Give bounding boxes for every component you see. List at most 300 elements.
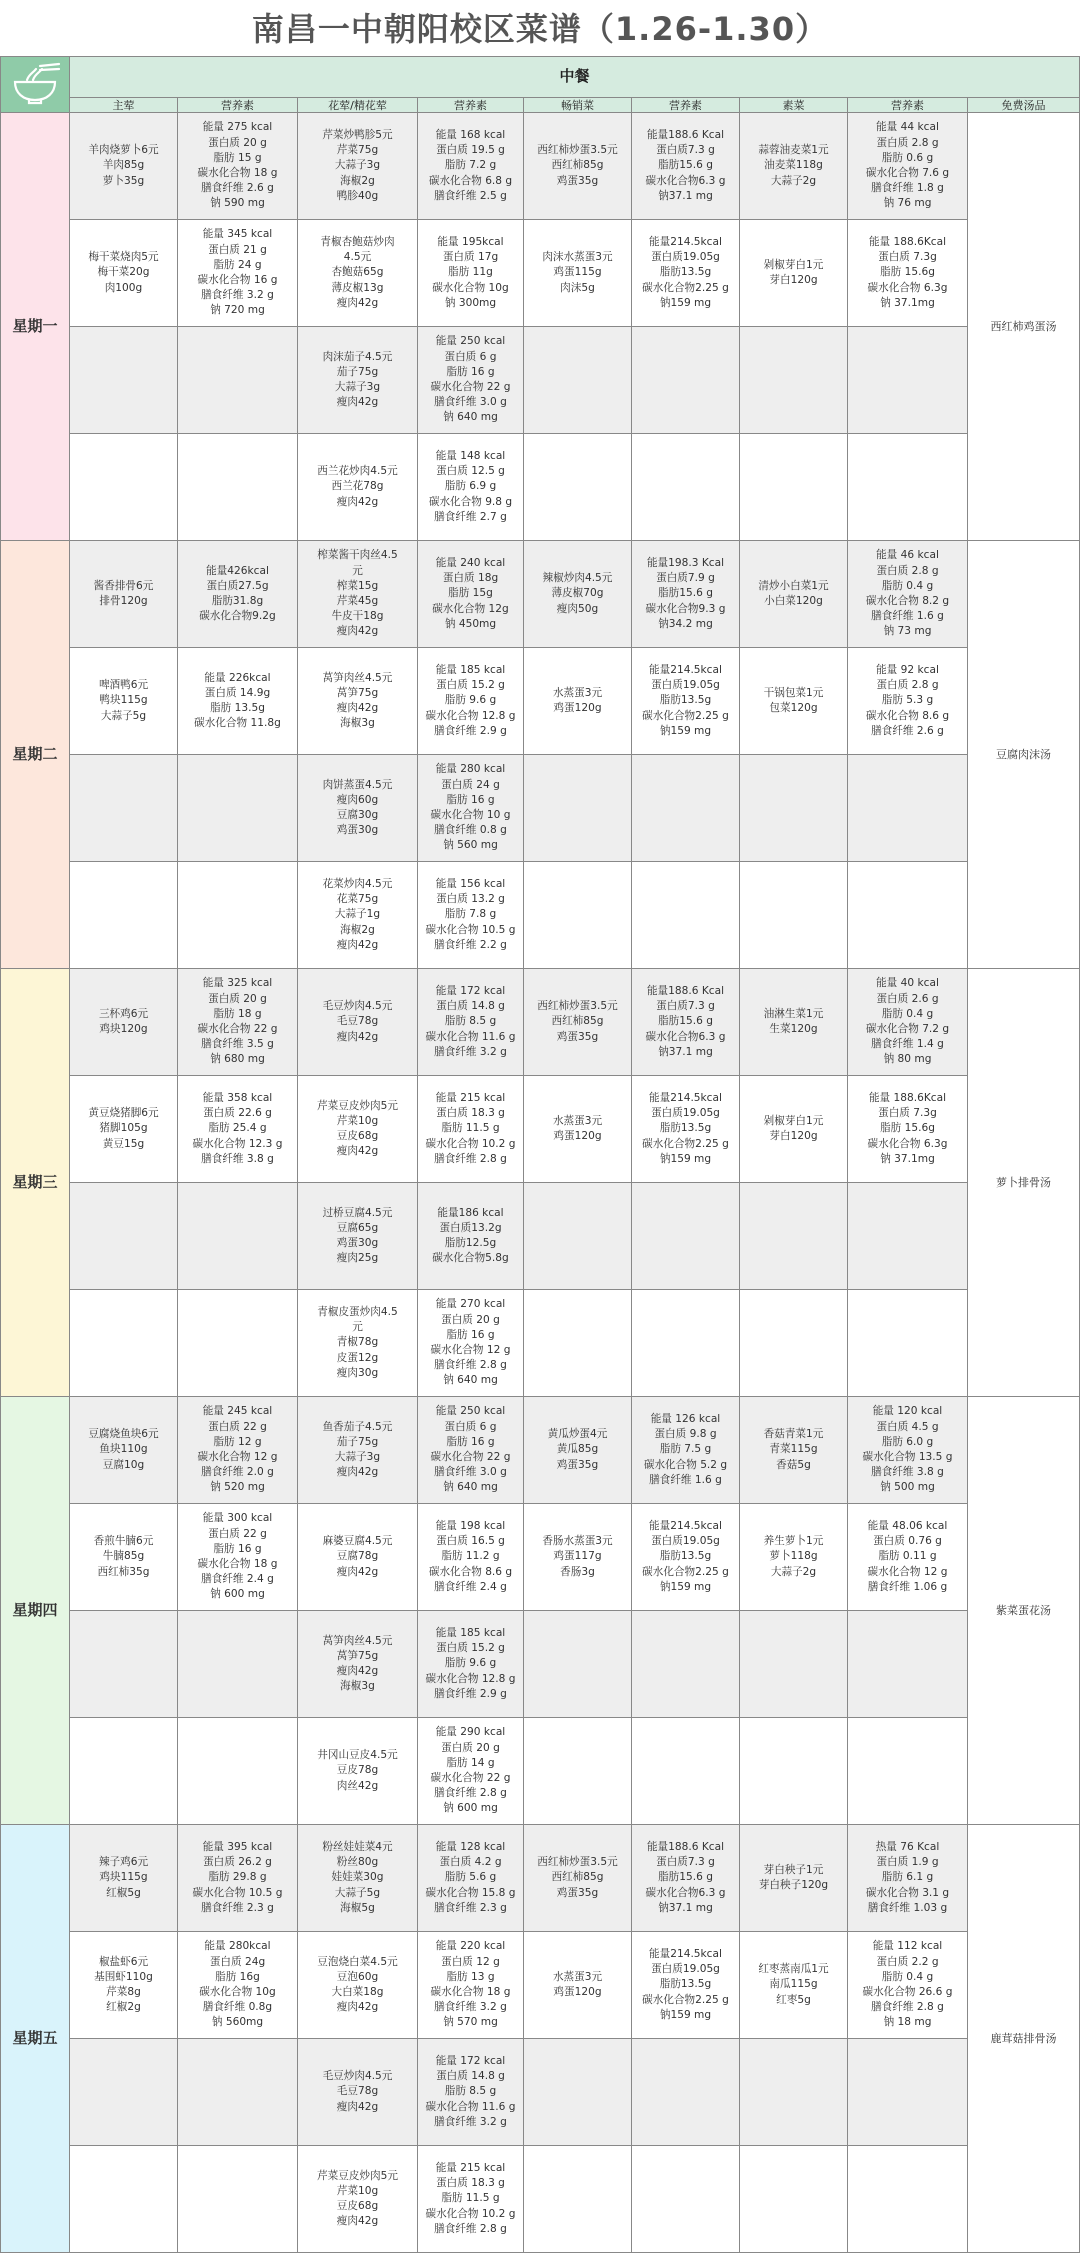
cell-text: 过桥豆腐4.5元 豆腐65g 鸡蛋30g 瘦肉25g bbox=[322, 1206, 393, 1265]
cell-text: 毛豆炒肉4.5元 毛豆78g 瘦肉42g bbox=[322, 1000, 393, 1043]
popular-dish-cell bbox=[524, 434, 632, 541]
popular-dish-cell bbox=[524, 648, 632, 755]
flower-nutrition-cell bbox=[418, 434, 524, 541]
popular-dish-cell bbox=[524, 1611, 632, 1718]
main-dish-cell bbox=[70, 2039, 178, 2146]
main-nutrition-cell bbox=[178, 1825, 298, 1932]
column-header: 营养素 bbox=[848, 98, 968, 113]
popular-nutrition-cell bbox=[632, 969, 740, 1076]
flower-nutrition-cell bbox=[418, 2039, 524, 2146]
veg-dish-cell bbox=[740, 862, 848, 969]
veg-nutrition-cell bbox=[848, 1718, 968, 1825]
cell-text: 西兰花炒肉4.5元 西兰花78g 瘦肉42g bbox=[317, 465, 398, 508]
main-dish-cell bbox=[70, 1076, 178, 1183]
popular-dish-cell bbox=[524, 1290, 632, 1397]
cell-text: 水蒸蛋3元 鸡蛋120g bbox=[552, 686, 603, 714]
cell-text: 能量 280 kcal 蛋白质 24 g 脂肪 16 g 碳水化合物 10 g 膳食纤维 0.8 g 钠 560 mg bbox=[430, 763, 511, 852]
cell-text: 井冈山豆皮4.5元 豆皮78g 肉丝42g bbox=[317, 1749, 398, 1792]
main-dish-cell bbox=[70, 541, 178, 648]
cell-text: 能量 270 kcal 蛋白质 20 g 脂肪 16 g 碳水化合物 12 g 膳食纤维 2.8 g 钠 640 mg bbox=[430, 1298, 511, 1387]
popular-nutrition-cell bbox=[632, 1397, 740, 1504]
main-dish-cell bbox=[70, 220, 178, 327]
cell-text: 豆腐烧鱼块6元 鱼块110g 豆腐10g bbox=[88, 1428, 159, 1471]
popular-dish-cell bbox=[524, 862, 632, 969]
cell-text: 花菜炒肉4.5元 花菜75g 大蒜子1g 海椒2g 瘦肉42g bbox=[322, 877, 393, 951]
popular-dish-cell bbox=[524, 1397, 632, 1504]
popular-dish-cell bbox=[524, 1183, 632, 1290]
cell-text: 辣椒炒肉4.5元 薄皮椒70g 瘦肉50g bbox=[542, 572, 613, 615]
cell-text: 能量 40 kcal 蛋白质 2.6 g 脂肪 0.4 g 碳水化合物 7.2 g 膳食纤维 1.4 g 钠 80 mg bbox=[865, 977, 950, 1066]
cell-text: 油淋生菜1元 生菜120g bbox=[763, 1007, 824, 1035]
cell-text: 能量 156 kcal 蛋白质 13.2 g 脂肪 7.8 g 碳水化合物 10.5 g 膳食纤维 2.2 g bbox=[425, 877, 516, 951]
flower-nutrition-cell bbox=[418, 1611, 524, 1718]
flower-nutrition-cell bbox=[418, 327, 524, 434]
menu-row bbox=[1, 1183, 1080, 1290]
cell-text: 能量 185 kcal 蛋白质 15.2 g 脂肪 9.6 g 碳水化合物 12.8 g 膳食纤维 2.9 g bbox=[425, 663, 516, 737]
veg-dish-cell bbox=[740, 220, 848, 327]
cell-text: 梅干菜烧肉5元 梅干菜20g 肉100g bbox=[88, 251, 159, 294]
popular-dish-cell bbox=[524, 541, 632, 648]
main-nutrition-cell bbox=[178, 1718, 298, 1825]
main-dish-cell bbox=[70, 755, 178, 862]
main-dish-cell bbox=[70, 648, 178, 755]
menu-row bbox=[1, 1290, 1080, 1397]
main-dish-cell bbox=[70, 1183, 178, 1290]
column-header: 营养素 bbox=[418, 98, 524, 113]
flower-dish-cell bbox=[298, 1183, 418, 1290]
cell-text: 能量 112 kcal 蛋白质 2.2 g 脂肪 0.4 g 碳水化合物 26.6 g 膳食纤维 2.8 g 钠 18 mg bbox=[862, 1940, 953, 2029]
cell-text: 能量214.5kcal 蛋白质19.05g 脂肪13.5g 碳水化合物2.25 g 钠159 mg bbox=[642, 1519, 729, 1593]
menu-row bbox=[1, 1825, 1080, 1932]
cell-text: 香煎牛腩6元 牛腩85g 西红柿35g bbox=[93, 1535, 154, 1578]
veg-dish-cell bbox=[740, 2039, 848, 2146]
veg-nutrition-cell bbox=[848, 434, 968, 541]
column-header: 畅销菜 bbox=[524, 98, 632, 113]
popular-dish-cell bbox=[524, 1825, 632, 1932]
veg-dish-cell bbox=[740, 755, 848, 862]
popular-nutrition-cell bbox=[632, 113, 740, 220]
menu-row bbox=[1, 1718, 1080, 1825]
popular-dish-cell bbox=[524, 1718, 632, 1825]
cell-text: 肉沫水蒸蛋3元 鸡蛋115g 肉沫5g bbox=[542, 251, 613, 294]
popular-nutrition-cell bbox=[632, 2039, 740, 2146]
cell-text: 能量 188.6Kcal 蛋白质 7.3g 脂肪 15.6g 碳水化合物 6.3g 钠 37.1mg bbox=[867, 235, 948, 309]
cell-text: 能量 300 kcal 蛋白质 22 g 脂肪 16 g 碳水化合物 18 g 膳食纤维 2.4 g 钠 600 mg bbox=[197, 1512, 278, 1601]
veg-nutrition-cell bbox=[848, 1932, 968, 2039]
cell-text: 芽白秧子1元 芽白秧子120g bbox=[758, 1863, 829, 1891]
cell-text: 能量 345 kcal 蛋白质 21 g 脂肪 24 g 碳水化合物 16 g 膳食纤维 3.2 g 钠 720 mg bbox=[197, 228, 278, 317]
veg-nutrition-cell bbox=[848, 862, 968, 969]
veg-dish-cell bbox=[740, 969, 848, 1076]
cell-text: 肉饼蒸蛋4.5元 瘦肉60g 豆腐30g 鸡蛋30g bbox=[322, 778, 393, 837]
menu-row bbox=[1, 434, 1080, 541]
cell-text: 能量188.6 Kcal 蛋白质7.3 g 脂肪15.6 g 碳水化合物6.3 g 钠37.1 mg bbox=[645, 128, 726, 202]
flower-dish-cell bbox=[298, 434, 418, 541]
cell-text: 能量 250 kcal 蛋白质 6 g 脂肪 16 g 碳水化合物 22 g 膳食纤维 3.0 g 钠 640 mg bbox=[430, 335, 511, 424]
main-nutrition-cell bbox=[178, 541, 298, 648]
veg-nutrition-cell bbox=[848, 755, 968, 862]
cell-text: 能量 215 kcal 蛋白质 18.3 g 脂肪 11.5 g 碳水化合物 10.2 g 膳食纤维 2.8 g bbox=[425, 2161, 516, 2235]
veg-nutrition-cell bbox=[848, 648, 968, 755]
flower-dish-cell bbox=[298, 1076, 418, 1183]
cell-text: 香肠水蒸蛋3元 鸡蛋117g 香肠3g bbox=[542, 1535, 613, 1578]
veg-dish-cell bbox=[740, 648, 848, 755]
popular-nutrition-cell bbox=[632, 1183, 740, 1290]
veg-nutrition-cell bbox=[848, 969, 968, 1076]
cell-text: 能量188.6 Kcal 蛋白质7.3 g 脂肪15.6 g 碳水化合物6.3 g 钠37.1 mg bbox=[645, 1840, 726, 1914]
flower-nutrition-cell bbox=[418, 969, 524, 1076]
menu-row bbox=[1, 755, 1080, 862]
veg-nutrition-cell bbox=[848, 220, 968, 327]
main-nutrition-cell bbox=[178, 1183, 298, 1290]
day-label: 星期五 bbox=[1, 1825, 70, 2253]
main-nutrition-cell bbox=[178, 113, 298, 220]
flower-dish-cell bbox=[298, 1718, 418, 1825]
flower-dish-cell bbox=[298, 1611, 418, 1718]
meal-header: 中餐 bbox=[70, 57, 1080, 98]
veg-dish-cell bbox=[740, 2146, 848, 2253]
flower-nutrition-cell bbox=[418, 1397, 524, 1504]
cell-text: 能量 185 kcal 蛋白质 15.2 g 脂肪 9.6 g 碳水化合物 12.8 g 膳食纤维 2.9 g bbox=[425, 1626, 516, 1700]
cell-text: 能量 198 kcal 蛋白质 16.5 g 脂肪 11.2 g 碳水化合物 8.6 g 膳食纤维 2.4 g bbox=[428, 1519, 513, 1593]
cell-text: 能量 245 kcal 蛋白质 22 g 脂肪 12 g 碳水化合物 12 g 膳食纤维 2.0 g 钠 520 mg bbox=[197, 1405, 278, 1494]
flower-nutrition-cell bbox=[418, 755, 524, 862]
main-dish-cell bbox=[70, 327, 178, 434]
popular-nutrition-cell bbox=[632, 434, 740, 541]
day-label: 星期一 bbox=[1, 113, 70, 541]
cell-text: 啤酒鸭6元 鸭块115g 大蒜子5g bbox=[98, 679, 149, 722]
popular-nutrition-cell bbox=[632, 862, 740, 969]
flower-dish-cell bbox=[298, 220, 418, 327]
veg-nutrition-cell bbox=[848, 1611, 968, 1718]
column-header: 免费汤品 bbox=[968, 98, 1080, 113]
veg-dish-cell bbox=[740, 1932, 848, 2039]
soup-cell: 紫菜蛋花汤 bbox=[968, 1397, 1080, 1825]
flower-dish-cell bbox=[298, 862, 418, 969]
cell-text: 豆泡烧白菜4.5元 豆泡60g 大白菜18g 瘦肉42g bbox=[317, 1955, 398, 2014]
menu-row bbox=[1, 1932, 1080, 2039]
popular-nutrition-cell bbox=[632, 1504, 740, 1611]
veg-dish-cell bbox=[740, 113, 848, 220]
cell-text: 香菇青菜1元 青菜115g 香菇5g bbox=[763, 1428, 824, 1471]
main-dish-cell bbox=[70, 1825, 178, 1932]
flower-dish-cell bbox=[298, 327, 418, 434]
day-label: 星期二 bbox=[1, 541, 70, 969]
cell-text: 能量 168 kcal 蛋白质 19.5 g 脂肪 7.2 g 碳水化合物 6.8 g 膳食纤维 2.5 g bbox=[428, 128, 513, 202]
popular-nutrition-cell bbox=[632, 755, 740, 862]
cell-text: 榨菜酱干肉丝4.5 元 榨菜15g 芹菜45g 牛皮干18g 瘦肉42g bbox=[317, 549, 398, 638]
flower-dish-cell bbox=[298, 2039, 418, 2146]
menu-row bbox=[1, 1504, 1080, 1611]
cell-text: 蒜蓉油麦菜1元 油麦菜118g 大蒜子2g bbox=[758, 144, 829, 187]
cell-text: 西红柿炒蛋3.5元 西红柿85g 鸡蛋35g bbox=[537, 144, 618, 187]
cell-text: 麻婆豆腐4.5元 豆腐78g 瘦肉42g bbox=[322, 1535, 393, 1578]
flower-dish-cell bbox=[298, 1290, 418, 1397]
main-nutrition-cell bbox=[178, 1397, 298, 1504]
veg-dish-cell bbox=[740, 1183, 848, 1290]
flower-nutrition-cell bbox=[418, 862, 524, 969]
cell-text: 西红柿炒蛋3.5元 西红柿85g 鸡蛋35g bbox=[537, 1000, 618, 1043]
cell-text: 酱香排骨6元 排骨120g bbox=[93, 579, 154, 607]
day-label: 星期四 bbox=[1, 1397, 70, 1825]
cell-text: 能量 195kcal 蛋白质 17g 脂肪 11g 碳水化合物 10g 钠 300mg bbox=[432, 235, 509, 309]
cell-text: 能量 126 kcal 蛋白质 9.8 g 脂肪 7.5 g 碳水化合物 5.2 g 膳食纤维 1.6 g bbox=[643, 1412, 728, 1486]
cell-text: 能量214.5kcal 蛋白质19.05g 脂肪13.5g 碳水化合物2.25 g 钠159 mg bbox=[642, 1091, 729, 1165]
flower-nutrition-cell bbox=[418, 1290, 524, 1397]
cell-text: 能量426kcal 蛋白质27.5g 脂肪31.8g 碳水化合物9.2g bbox=[199, 564, 276, 623]
flower-nutrition-cell bbox=[418, 1825, 524, 1932]
popular-nutrition-cell bbox=[632, 2146, 740, 2253]
cell-text: 能量 226kcal 蛋白质 14.9g 脂肪 13.5g 碳水化合物 11.8g bbox=[194, 671, 281, 730]
cell-text: 芹菜豆皮炒肉5元 芹菜10g 豆皮68g 瘦肉42g bbox=[317, 1099, 398, 1158]
main-nutrition-cell bbox=[178, 1504, 298, 1611]
soup-cell: 鹿茸菇排骨汤 bbox=[968, 1825, 1080, 2253]
cell-text: 莴笋肉丝4.5元 莴笋75g 瘦肉42g 海椒3g bbox=[322, 671, 393, 730]
main-dish-cell bbox=[70, 1504, 178, 1611]
veg-nutrition-cell bbox=[848, 1825, 968, 1932]
popular-dish-cell bbox=[524, 2146, 632, 2253]
popular-nutrition-cell bbox=[632, 1932, 740, 2039]
cell-text: 羊肉烧萝卜6元 羊肉85g 萝卜35g bbox=[88, 144, 159, 187]
cell-text: 肉沫茄子4.5元 茄子75g 大蒜子3g 瘦肉42g bbox=[322, 350, 393, 409]
veg-dish-cell bbox=[740, 1076, 848, 1183]
popular-dish-cell bbox=[524, 327, 632, 434]
main-nutrition-cell bbox=[178, 1932, 298, 2039]
main-nutrition-cell bbox=[178, 327, 298, 434]
cell-text: 养生萝卜1元 萝卜118g 大蒜子2g bbox=[763, 1535, 824, 1578]
veg-nutrition-cell bbox=[848, 1290, 968, 1397]
main-dish-cell bbox=[70, 1718, 178, 1825]
bowl-noodles-icon bbox=[1, 57, 70, 113]
cell-text: 鱼香茄子4.5元 茄子75g 大蒜子3g 瘦肉42g bbox=[322, 1420, 393, 1479]
flower-dish-cell bbox=[298, 1932, 418, 2039]
main-dish-cell bbox=[70, 434, 178, 541]
flower-dish-cell bbox=[298, 969, 418, 1076]
flower-dish-cell bbox=[298, 1397, 418, 1504]
menu-row bbox=[1, 1076, 1080, 1183]
cell-text: 辣子鸡6元 鸡块115g 红椒5g bbox=[98, 1856, 149, 1899]
main-nutrition-cell bbox=[178, 648, 298, 755]
popular-dish-cell bbox=[524, 2039, 632, 2146]
menu-row bbox=[1, 969, 1080, 1076]
page-title: 南昌一中朝阳校区菜谱（1.26-1.30） bbox=[251, 10, 829, 48]
cell-text: 能量 46 kcal 蛋白质 2.8 g 脂肪 0.4 g 碳水化合物 8.2 g 膳食纤维 1.6 g 钠 73 mg bbox=[865, 549, 950, 638]
cell-text: 能量 172 kcal 蛋白质 14.8 g 脂肪 8.5 g 碳水化合物 11.6 g 膳食纤维 3.2 g bbox=[425, 984, 516, 1058]
cell-text: 黄瓜炒蛋4元 黄瓜85g 鸡蛋35g bbox=[547, 1428, 608, 1471]
popular-nutrition-cell bbox=[632, 327, 740, 434]
menu-row bbox=[1, 2146, 1080, 2253]
popular-nutrition-cell bbox=[632, 1611, 740, 1718]
flower-nutrition-cell bbox=[418, 2146, 524, 2253]
cell-text: 热量 76 Kcal 蛋白质 1.9 g 脂肪 6.1 g 碳水化合物 3.1 g 膳食纤维 1.03 g bbox=[865, 1840, 950, 1914]
main-dish-cell bbox=[70, 2146, 178, 2253]
flower-dish-cell bbox=[298, 755, 418, 862]
flower-dish-cell bbox=[298, 113, 418, 220]
cell-text: 能量 188.6Kcal 蛋白质 7.3g 脂肪 15.6g 碳水化合物 6.3g 钠 37.1mg bbox=[867, 1091, 948, 1165]
popular-nutrition-cell bbox=[632, 1290, 740, 1397]
main-dish-cell bbox=[70, 1397, 178, 1504]
menu-table bbox=[0, 56, 1080, 2253]
flower-nutrition-cell bbox=[418, 648, 524, 755]
column-header: 营养素 bbox=[632, 98, 740, 113]
main-nutrition-cell bbox=[178, 2039, 298, 2146]
cell-text: 剁椒芽白1元 芽白120g bbox=[763, 258, 824, 286]
flower-nutrition-cell bbox=[418, 1076, 524, 1183]
menu-row bbox=[1, 220, 1080, 327]
cell-text: 能量 240 kcal 蛋白质 18g 脂肪 15g 碳水化合物 12g 钠 450mg bbox=[432, 556, 509, 630]
cell-text: 毛豆炒肉4.5元 毛豆78g 瘦肉42g bbox=[322, 2070, 393, 2113]
flower-dish-cell bbox=[298, 541, 418, 648]
cell-text: 能量214.5kcal 蛋白质19.05g 脂肪13.5g 碳水化合物2.25 g 钠159 mg bbox=[642, 1947, 729, 2021]
main-nutrition-cell bbox=[178, 220, 298, 327]
column-header: 营养素 bbox=[178, 98, 298, 113]
cell-text: 水蒸蛋3元 鸡蛋120g bbox=[552, 1114, 603, 1142]
flower-dish-cell bbox=[298, 1825, 418, 1932]
popular-dish-cell bbox=[524, 220, 632, 327]
popular-nutrition-cell bbox=[632, 1718, 740, 1825]
veg-nutrition-cell bbox=[848, 1183, 968, 1290]
main-dish-cell bbox=[70, 1290, 178, 1397]
cell-text: 清炒小白菜1元 小白菜120g bbox=[758, 579, 829, 607]
veg-dish-cell bbox=[740, 1611, 848, 1718]
veg-dish-cell bbox=[740, 1504, 848, 1611]
cell-text: 芹菜豆皮炒肉5元 芹菜10g 豆皮68g 瘦肉42g bbox=[317, 2169, 398, 2228]
veg-nutrition-cell bbox=[848, 1076, 968, 1183]
flower-nutrition-cell bbox=[418, 541, 524, 648]
veg-dish-cell bbox=[740, 1825, 848, 1932]
cell-text: 水蒸蛋3元 鸡蛋120g bbox=[552, 1970, 603, 1998]
flower-dish-cell bbox=[298, 1504, 418, 1611]
main-nutrition-cell bbox=[178, 862, 298, 969]
popular-dish-cell bbox=[524, 1932, 632, 2039]
popular-dish-cell bbox=[524, 1076, 632, 1183]
veg-nutrition-cell bbox=[848, 1504, 968, 1611]
cell-text: 西红柿炒蛋3.5元 西红柿85g 鸡蛋35g bbox=[537, 1856, 618, 1899]
flower-nutrition-cell bbox=[418, 1932, 524, 2039]
menu-row bbox=[1, 541, 1080, 648]
column-header: 主荤 bbox=[70, 98, 178, 113]
flower-nutrition-cell bbox=[418, 113, 524, 220]
cell-text: 红枣蒸南瓜1元 南瓜115g 红枣5g bbox=[758, 1963, 829, 2006]
menu-row bbox=[1, 327, 1080, 434]
main-dish-cell bbox=[70, 1932, 178, 2039]
popular-dish-cell bbox=[524, 1504, 632, 1611]
cell-text: 能量214.5kcal 蛋白质19.05g 脂肪13.5g 碳水化合物2.25 g 钠159 mg bbox=[642, 663, 729, 737]
soup-cell: 西红柿鸡蛋汤 bbox=[968, 113, 1080, 541]
menu-row bbox=[1, 862, 1080, 969]
cell-text: 能量 92 kcal 蛋白质 2.8 g 脂肪 5.3 g 碳水化合物 8.6 g 膳食纤维 2.6 g bbox=[865, 663, 950, 737]
veg-dish-cell bbox=[740, 1290, 848, 1397]
cell-text: 粉丝娃娃菜4元 粉丝80g 娃娃菜30g 大蒜子5g 海椒5g bbox=[322, 1840, 393, 1914]
popular-nutrition-cell bbox=[632, 541, 740, 648]
cell-text: 能量 325 kcal 蛋白质 20 g 脂肪 18 g 碳水化合物 22 g 膳食纤维 3.5 g 钠 680 mg bbox=[197, 977, 278, 1066]
popular-dish-cell bbox=[524, 755, 632, 862]
veg-nutrition-cell bbox=[848, 2039, 968, 2146]
menu-row bbox=[1, 648, 1080, 755]
veg-dish-cell bbox=[740, 541, 848, 648]
popular-dish-cell bbox=[524, 113, 632, 220]
cell-text: 能量 220 kcal 蛋白质 12 g 脂肪 13 g 碳水化合物 18 g 膳食纤维 3.2 g 钠 570 mg bbox=[430, 1940, 511, 2029]
cell-text: 能量 44 kcal 蛋白质 2.8 g 脂肪 0.6 g 碳水化合物 7.6 g 膳食纤维 1.8 g 钠 76 mg bbox=[865, 121, 950, 210]
cell-text: 青椒杏鲍菇炒肉 4.5元 杏鲍菇65g 薄皮椒13g 瘦肉42g bbox=[320, 235, 395, 309]
main-nutrition-cell bbox=[178, 755, 298, 862]
menu-row bbox=[1, 113, 1080, 220]
veg-dish-cell bbox=[740, 1397, 848, 1504]
cell-text: 能量 215 kcal 蛋白质 18.3 g 脂肪 11.5 g 碳水化合物 10.2 g 膳食纤维 2.8 g bbox=[425, 1091, 516, 1165]
main-nutrition-cell bbox=[178, 434, 298, 541]
flower-dish-cell bbox=[298, 648, 418, 755]
menu-row bbox=[1, 1397, 1080, 1504]
flower-nutrition-cell bbox=[418, 1183, 524, 1290]
main-dish-cell bbox=[70, 862, 178, 969]
main-nutrition-cell bbox=[178, 1076, 298, 1183]
cell-text: 三杯鸡6元 鸡块120g bbox=[98, 1007, 149, 1035]
popular-nutrition-cell bbox=[632, 220, 740, 327]
veg-nutrition-cell bbox=[848, 541, 968, 648]
popular-dish-cell bbox=[524, 969, 632, 1076]
veg-dish-cell bbox=[740, 327, 848, 434]
cell-text: 能量 128 kcal 蛋白质 4.2 g 脂肪 5.6 g 碳水化合物 15.8 g 膳食纤维 2.3 g bbox=[425, 1840, 516, 1914]
cell-text: 青椒皮蛋炒肉4.5 元 青椒78g 皮蛋12g 瘦肉30g bbox=[317, 1305, 398, 1379]
main-dish-cell bbox=[70, 1611, 178, 1718]
cell-text: 芹菜炒鸭胗5元 芹菜75g 大蒜子3g 海椒2g 鸭胗40g bbox=[322, 128, 393, 202]
main-dish-cell bbox=[70, 113, 178, 220]
cell-text: 能量 275 kcal 蛋白质 20 g 脂肪 15 g 碳水化合物 18 g 膳食纤维 2.6 g 钠 590 mg bbox=[197, 121, 278, 210]
menu-row bbox=[1, 1611, 1080, 1718]
cell-text: 能量 395 kcal 蛋白质 26.2 g 脂肪 29.8 g 碳水化合物 10.5 g 膳食纤维 2.3 g bbox=[192, 1840, 283, 1914]
flower-nutrition-cell bbox=[418, 1504, 524, 1611]
veg-nutrition-cell bbox=[848, 2146, 968, 2253]
cell-text: 能量 48.06 kcal 蛋白质 0.76 g 脂肪 0.11 g 碳水化合物 12 g 膳食纤维 1.06 g bbox=[867, 1519, 948, 1593]
cell-text: 能量 280kcal 蛋白质 24g 脂肪 16g 碳水化合物 10g 膳食纤维 0.8g 钠 560mg bbox=[199, 1940, 276, 2029]
main-nutrition-cell bbox=[178, 2146, 298, 2253]
veg-dish-cell bbox=[740, 434, 848, 541]
cell-text: 剁椒芽白1元 芽白120g bbox=[763, 1114, 824, 1142]
soup-cell: 萝卜排骨汤 bbox=[968, 969, 1080, 1397]
veg-nutrition-cell bbox=[848, 327, 968, 434]
main-dish-cell bbox=[70, 969, 178, 1076]
popular-nutrition-cell bbox=[632, 648, 740, 755]
cell-text: 干锅包菜1元 包菜120g bbox=[763, 686, 824, 714]
main-nutrition-cell bbox=[178, 969, 298, 1076]
cell-text: 能量 148 kcal 蛋白质 12.5 g 脂肪 6.9 g 碳水化合物 9.8 g 膳食纤维 2.7 g bbox=[428, 449, 513, 523]
day-label: 星期三 bbox=[1, 969, 70, 1397]
cell-text: 能量188.6 Kcal 蛋白质7.3 g 脂肪15.6 g 碳水化合物6.3 g 钠37.1 mg bbox=[645, 984, 726, 1058]
cell-text: 能量 120 kcal 蛋白质 4.5 g 脂肪 6.0 g 碳水化合物 13.5 g 膳食纤维 3.8 g 钠 500 mg bbox=[862, 1405, 953, 1494]
flower-nutrition-cell bbox=[418, 220, 524, 327]
cell-text: 椒盐虾6元 基围虾110g 芹菜8g 红椒2g bbox=[94, 1955, 153, 2014]
veg-nutrition-cell bbox=[848, 113, 968, 220]
veg-dish-cell bbox=[740, 1718, 848, 1825]
flower-dish-cell bbox=[298, 2146, 418, 2253]
cell-text: 能量 172 kcal 蛋白质 14.8 g 脂肪 8.5 g 碳水化合物 11.6 g 膳食纤维 3.2 g bbox=[425, 2054, 516, 2128]
cell-text: 黄豆烧猪脚6元 猪脚105g 黄豆15g bbox=[88, 1107, 159, 1150]
main-nutrition-cell bbox=[178, 1290, 298, 1397]
cell-text: 能量198.3 Kcal 蛋白质7.9 g 脂肪15.6 g 碳水化合物9.3 g 钠34.2 mg bbox=[645, 556, 726, 630]
menu-row bbox=[1, 2039, 1080, 2146]
cell-text: 能量214.5kcal 蛋白质19.05g 脂肪13.5g 碳水化合物2.25 g 钠159 mg bbox=[642, 235, 729, 309]
main-nutrition-cell bbox=[178, 1611, 298, 1718]
veg-nutrition-cell bbox=[848, 1397, 968, 1504]
column-header: 花荤/精花荤 bbox=[298, 98, 418, 113]
cell-text: 莴笋肉丝4.5元 莴笋75g 瘦肉42g 海椒3g bbox=[322, 1634, 393, 1693]
cell-text: 能量 358 kcal 蛋白质 22.6 g 脂肪 25.4 g 碳水化合物 12.3 g 膳食纤维 3.8 g bbox=[192, 1091, 283, 1165]
flower-nutrition-cell bbox=[418, 1718, 524, 1825]
cell-text: 能量 250 kcal 蛋白质 6 g 脂肪 16 g 碳水化合物 22 g 膳食纤维 3.0 g 钠 640 mg bbox=[430, 1405, 511, 1494]
cell-text: 能量186 kcal 蛋白质13.2g 脂肪12.5g 碳水化合物5.8g bbox=[432, 1206, 509, 1265]
popular-nutrition-cell bbox=[632, 1076, 740, 1183]
cell-text: 能量 290 kcal 蛋白质 20 g 脂肪 14 g 碳水化合物 22 g 膳食纤维 2.8 g 钠 600 mg bbox=[430, 1726, 511, 1815]
